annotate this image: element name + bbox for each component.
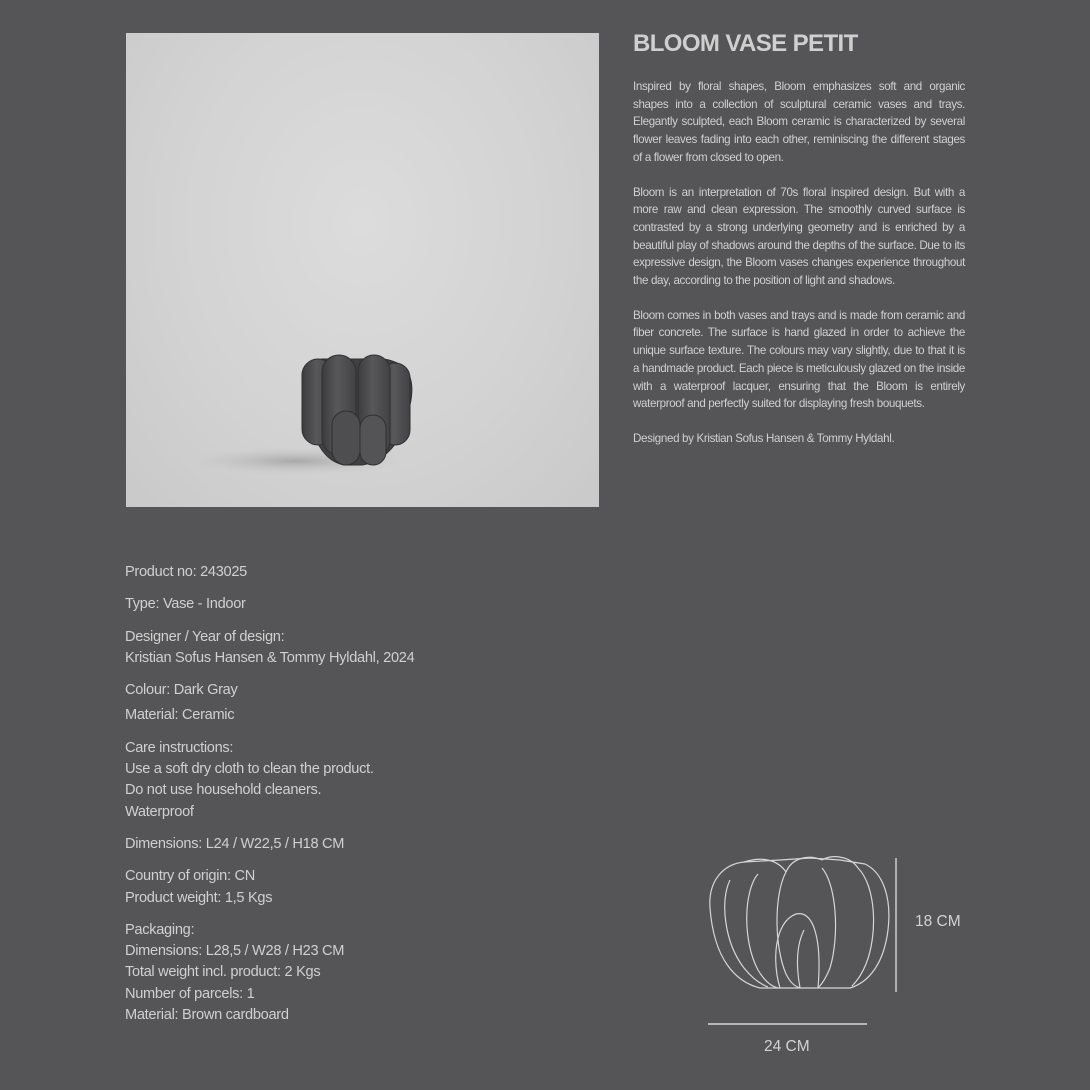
spec-line: Dimensions: L28,5 / W28 / H23 CM [125, 943, 345, 960]
spec-line: Waterproof [125, 803, 194, 820]
spec-product-no [125, 562, 545, 583]
product-description [633, 78, 965, 465]
spec-label: Packaging: [125, 921, 195, 938]
spec-type [125, 594, 545, 615]
product-specs [125, 562, 545, 1037]
spec-label: Care instructions: [125, 739, 234, 756]
spec-line: Colour: Dark Gray [125, 682, 238, 699]
vase-outline-icon [700, 850, 980, 1070]
spec-packaging [125, 920, 545, 1026]
spec-material [125, 705, 545, 726]
vase-illustration [126, 33, 599, 507]
description-paragraph: Bloom is an interpretation of 70s floral inspired design. But with a more raw and clean expression. The smoothly curved surface is contrasted by a strong underlying geometry and is enriched by a beautiful play of shadows around the depths of the surface. Due to its expressive design, the Bloom vases changes experience throughout the day, according to the position of light and shadows. [633, 185, 965, 288]
description-paragraph: Bloom comes in both vases and trays and is made from ceramic and fiber concrete. The surface is hand glazed in order to achieve the unique surface texture. The colours may vary slightly, due to that it is a handmade product. Each piece is meticulously glazed on the inside with a waterproof lacquer, ensuring that the Bloom is entirely waterproof and perfectly suited for displaying fresh bouquets. [633, 308, 965, 411]
height-label: 18 CM [915, 913, 961, 930]
spec-line: Material: Ceramic [125, 707, 235, 724]
spec-line: Type: Vase - Indoor [125, 596, 246, 613]
spec-line: Product weight: 1,5 Kgs [125, 889, 273, 906]
product-photo [126, 33, 599, 507]
spec-line: Dimensions: L24 / W22,5 / H18 CM [125, 835, 345, 852]
spec-line: Material: Brown cardboard [125, 1007, 289, 1024]
spec-dimensions [125, 834, 545, 855]
width-label: 24 CM [764, 1038, 810, 1055]
spec-line: Total weight incl. product: 2 Kgs [125, 964, 321, 981]
spec-line: Do not use household cleaners. [125, 782, 322, 799]
spec-line: Product no: 243025 [125, 564, 247, 580]
designer-credit: Designed by Kristian Sofus Hansen & Tommy Hyldahl. [633, 431, 895, 445]
description-paragraph: Inspired by floral shapes, Bloom emphasizes soft and organic shapes into a collection of sculptural ceramic vases and trays. Elegantly sculpted, each Bloom ceramic is characterized by several flower leaves fading into each other, reminiscing the different stages of a flower from closed to open. [633, 80, 965, 164]
spec-label: Designer / Year of design: [125, 628, 285, 645]
spec-designer [125, 627, 545, 670]
spec-care [125, 738, 545, 823]
spec-colour [125, 680, 545, 701]
spec-line: Number of parcels: 1 [125, 985, 255, 1002]
spec-line: Country of origin: CN [125, 868, 255, 885]
dimension-drawing [700, 850, 980, 1070]
spec-origin-weight [125, 866, 545, 909]
spec-line: Kristian Sofus Hansen & Tommy Hyldahl, 2024 [125, 649, 415, 666]
product-title: BLOOM VASE PETIT [633, 30, 858, 57]
spec-line: Use a soft dry cloth to clean the product. [125, 761, 374, 778]
